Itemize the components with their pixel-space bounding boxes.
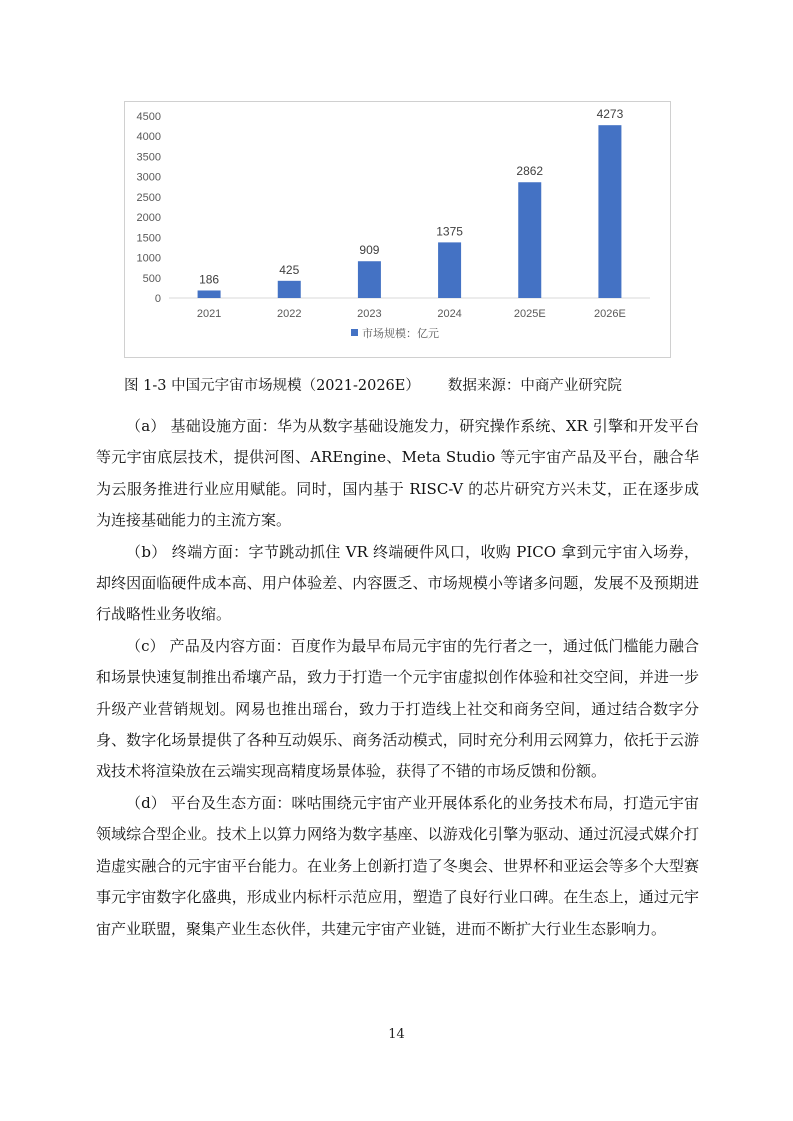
- x-tick-label: 2023: [357, 308, 382, 320]
- bar-2025E: [518, 182, 541, 298]
- paragraph-content: （c） 产品及内容方面：百度作为最早布局元宇宙的先行者之一，通过低门槛能力融合和场景快速复制推出希壤产品，致力于打造一个元宇宙虚拟创作体验和社交空间，并进一步升级产业营销规划。网易也推出瑶台，致力于打造线上社交和商务空间，通过结合数字分身、数字化场景提供了各种互动娱乐、商务活动模式，同时充分利用云网算力，依托于云游戏技术将渲染放在云端实现高精度场景体验，获得了不错的市场反馈和份额。: [96, 636, 699, 781]
- bar-2026E: [598, 125, 621, 298]
- y-tick-label: 4500: [136, 111, 161, 123]
- legend-swatch: [351, 329, 358, 336]
- figure-title: 图 1-3 中国元宇宙市场规模（2021-2026E）: [124, 378, 420, 394]
- y-tick-label: 2000: [136, 212, 161, 225]
- y-tick-label: 2500: [136, 191, 161, 204]
- paragraph-platform: （d） 平台及生态方面：咪咕围绕元宇宙产业开展体系化的业务技术布局，打造元宇宙领域综合型企业。技术上以算力网络为数字基座、以游戏化引擎为驱动、通过沉浸式媒介打造虚实融合的元宇宙平台能力。在业务上创新打造了冬奥会、世界杯和亚运会等多个大型赛事元宇宙数字化盛典，形成业内标杆示范应用，塑造了良好行业口碑。在生态上，通过元宇宙产业联盟，聚集产业生态伙伴，共建元宇宙产业链，进而不断扩大行业生态影响力。: [96, 793, 699, 938]
- body-text: [96, 411, 699, 945]
- data-label: 4273: [596, 107, 624, 122]
- x-tick-label: 2021: [196, 308, 222, 320]
- y-tick-label: 1000: [136, 252, 161, 265]
- x-tick-label: 2025E: [513, 308, 546, 320]
- data-label: 186: [199, 272, 220, 287]
- paragraph-terminal: （b） 终端方面：字节跳动抓住 VR 终端硬件风口，收购 PICO 拿到元宇宙入场券，却终因面临硬件成本高、用户体验差、内容匮乏、市场规模小等诸多问题，发展不及预期进行战略性业务收缩。: [96, 542, 699, 624]
- x-tick-label: 2026E: [594, 308, 626, 320]
- paragraph-infrastructure: （a） 基础设施方面：华为从数字基础设施发力，研究操作系统、XR 引擎和开发平台等元宇宙底层技术，提供河图、AREngine、Meta Studio 等元宇宙产品及平台，融合华为云服务推进行业应用赋能。同时，国内基于 RISC-V 的芯片研究方兴未艾，正在逐步成为连接基础能力的主流方案。: [96, 417, 699, 530]
- bar-2021: [198, 290, 221, 298]
- data-label: 909: [359, 243, 380, 258]
- bar-chart-svg: [125, 102, 670, 357]
- figure-caption: [124, 374, 684, 395]
- x-tick-label: 2024: [437, 308, 462, 320]
- legend-label: 市场规模：亿元: [362, 327, 439, 340]
- market-size-chart: [124, 101, 671, 358]
- figure-source: 数据来源：中商产业研究院: [447, 378, 622, 394]
- data-label: 2862: [516, 164, 544, 179]
- y-tick-label: 0: [154, 293, 161, 305]
- y-tick-label: 3500: [136, 151, 161, 164]
- bar-2022: [278, 281, 301, 298]
- y-tick-label: 3000: [136, 171, 161, 184]
- y-tick-label: 1500: [136, 232, 161, 245]
- page-number: 14: [388, 1027, 405, 1042]
- bar-2024: [438, 242, 461, 298]
- data-label: 1375: [436, 224, 463, 239]
- y-tick-label: 500: [142, 272, 161, 285]
- data-label: 425: [279, 262, 300, 277]
- y-tick-label: 4000: [136, 131, 161, 144]
- x-tick-label: 2022: [277, 308, 302, 320]
- bar-2023: [358, 261, 381, 298]
